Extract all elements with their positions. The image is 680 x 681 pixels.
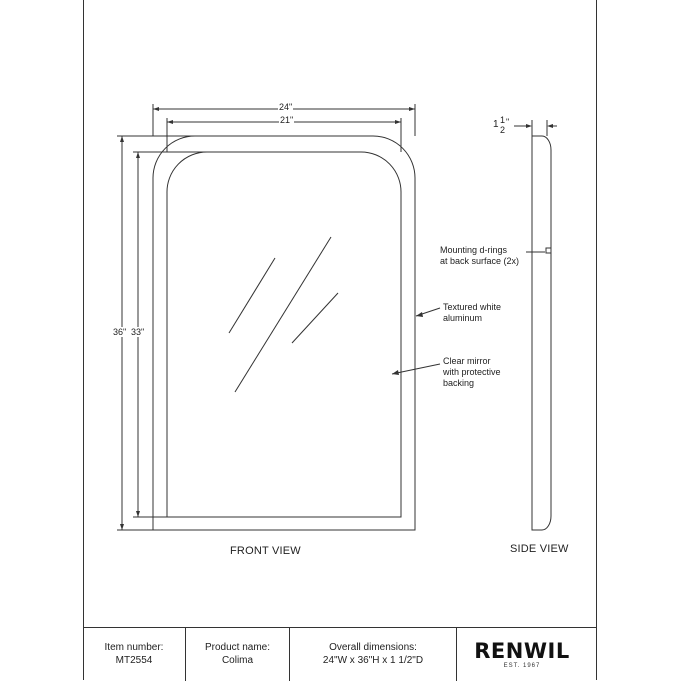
callout-line: Mounting d-rings (440, 245, 508, 255)
depth-frac-den: 2 (500, 125, 506, 135)
overall-dimensions-label: Overall dimensions: (329, 642, 417, 653)
depth-frac-num: 1 (500, 115, 506, 125)
callout-line: at back surface (2x) (440, 256, 520, 266)
callout-mirror (443, 356, 501, 389)
mirror-inner-edge (167, 152, 401, 517)
glass-reflection-line (292, 293, 338, 343)
product-name-cell (186, 628, 290, 681)
callout-line: Clear mirror (443, 356, 491, 366)
inner-height-label: 33" (131, 327, 145, 337)
item-number-label: Item number: (104, 642, 164, 653)
product-name-label: Product name: (204, 642, 271, 653)
side-view-title: SIDE VIEW (510, 543, 569, 555)
overall-dimensions-value: 24"W x 36"H x 1 1/2"D (322, 655, 424, 666)
d-ring (546, 248, 551, 253)
callout-line: aluminum (443, 313, 483, 323)
brand-established: EST. 1967 (503, 663, 541, 669)
glass-reflection-line (235, 237, 331, 392)
outer-width-label: 24" (279, 102, 293, 112)
item-number-cell (83, 628, 186, 681)
product-name-value: Colima (221, 655, 254, 666)
brand-name: RENWIL (474, 639, 570, 663)
brand-logo (462, 640, 582, 669)
dimensions-cell (290, 628, 457, 681)
front-view-title: FRONT VIEW (230, 545, 301, 557)
callout-frame (443, 302, 501, 324)
callout-line: with protective (443, 367, 501, 377)
item-number-value: MT2554 (115, 655, 153, 666)
depth-inch-mark: " (506, 117, 510, 127)
mirror-outer-frame (153, 136, 415, 530)
leader-mirror (392, 364, 440, 374)
callout-line: backing (443, 378, 475, 388)
inner-width-label: 21" (280, 115, 294, 125)
callout-line: Textured white (443, 302, 502, 312)
glass-reflection-line (229, 258, 275, 333)
side-profile (532, 136, 551, 530)
outer-height-label: 36" (113, 327, 127, 337)
depth-whole: 1 (493, 119, 499, 130)
callout-mounting (440, 245, 519, 267)
